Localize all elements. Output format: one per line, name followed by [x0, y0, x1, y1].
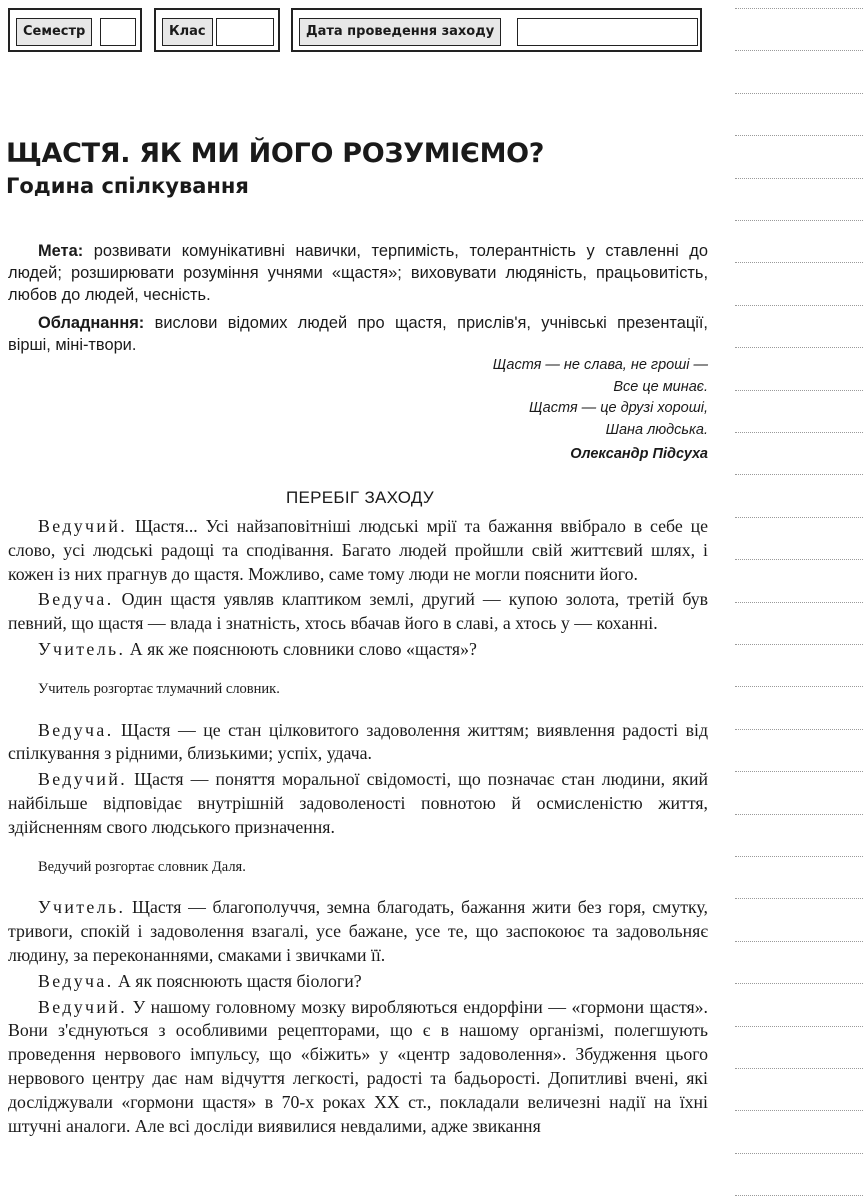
margin-line — [735, 305, 863, 306]
class-box — [154, 8, 280, 52]
dialogue-paragraph — [8, 896, 708, 967]
margin-line — [735, 347, 863, 348]
margin-line — [735, 93, 863, 94]
equipment-paragraph — [8, 312, 708, 356]
speech-text: У нашому головному мозку виробляються ендорфіни — «гормони щастя». Вони з'єднуються з особливими рецепторами, що є в нашому організмі, полегшують проведення нервового імпульсу, що «біжить» у «центр задоволення». Збудження цього нервового центру дає нам відчуття легкості, радості та бадьорості. Допитливі вчені, які досліджували «гормони щастя» в 70-х роках ХХ ст., покладали величезні надії на їхні штучні аналоги. Але всі досліди виявилися невдалими, адже звикання — [8, 996, 708, 1136]
margin-line — [735, 390, 863, 391]
dialogue-paragraph — [8, 996, 708, 1139]
goal-text: розвивати комунікативні навички, терпимість, толерантність у ставленні до людей; розширювати розуміння учнями «щастя»; виховувати людяність, працьовитість, любов до людей, чесність. — [8, 242, 708, 304]
page-subtitle: Година спілкування — [6, 174, 249, 198]
epigraph — [493, 355, 708, 466]
dialogue-paragraph — [8, 515, 708, 586]
date-box — [291, 8, 702, 52]
speaker-name: Учитель. — [38, 638, 126, 659]
dialogue-paragraph — [8, 719, 708, 767]
speaker-name: Ведуча. — [38, 970, 114, 991]
margin-line — [735, 1195, 863, 1196]
margin-line — [735, 686, 863, 687]
speech-text: Один щастя уявляв клаптиком землі, другий — купою золота, третій був певний, що щастя — влада і знатність, хтось вбачав його в славі, а хтось у — коханні. — [8, 589, 708, 634]
speaker-name: Ведуча. — [38, 589, 114, 610]
semester-box — [8, 8, 142, 52]
margin-line — [735, 644, 863, 645]
epigraph-line: Все це минає. — [613, 378, 708, 395]
speech-text: А як пояснюють щастя біологи? — [118, 970, 362, 991]
epigraph-line: Шана людська. — [605, 421, 708, 438]
margin-line — [735, 941, 863, 942]
stage-remark: Учитель розгортає тлумачний словник. — [38, 680, 280, 697]
speech-text: Щастя — це стан цілковитого задоволення життям; виявлення радості від спілкування з рідними, близькими; успіх, удача. — [8, 719, 708, 764]
epigraph-line: Щастя — це друзі хороші, — [528, 400, 708, 416]
class-label: Клас — [162, 18, 213, 46]
speech-text: Щастя... Усі найзаповітніші людські мрії та бажання ввібрало в себе це слово, усі людські радощі та сподівання. Багато людей пройшли свій життєвий шлях, і кожен із них прагнув до щастя. Можливо, саме тому люди не могли пояснити його. — [8, 516, 708, 584]
goal-paragraph — [8, 240, 708, 306]
dialogue-paragraph — [8, 970, 708, 994]
dialogue-paragraph — [8, 768, 708, 839]
date-field[interactable] — [517, 18, 698, 46]
margin-line — [735, 220, 863, 221]
page-title: ЩАСТЯ. ЯК МИ ЙОГО РОЗУМІЄМО? — [6, 138, 545, 169]
margin-line — [735, 983, 863, 984]
stage-remark: Ведучий розгортає словник Даля. — [38, 858, 246, 875]
margin-line — [735, 474, 863, 475]
semester-field[interactable] — [100, 18, 136, 46]
margin-line — [735, 178, 863, 179]
margin-line — [735, 602, 863, 603]
speaker-name: Учитель. — [38, 897, 126, 918]
equipment-text: вислови відомих людей про щастя, прислів'я, учнівські презентації, вірші, міні-твори. — [8, 314, 708, 354]
margin-line — [735, 50, 863, 51]
margin-notes-lines — [735, 0, 866, 1200]
class-field[interactable] — [216, 18, 274, 46]
speech-text: А як же пояснюють словники слово «щастя»? — [129, 638, 477, 659]
goal-label: Мета: — [38, 242, 84, 260]
margin-line — [735, 771, 863, 772]
margin-line — [735, 559, 863, 560]
margin-line — [735, 1026, 863, 1027]
margin-line — [735, 1153, 863, 1154]
margin-line — [735, 8, 863, 9]
margin-line — [735, 1068, 863, 1069]
margin-line — [735, 262, 863, 263]
speaker-name: Ведучий. — [38, 769, 128, 790]
margin-line — [735, 432, 863, 433]
semester-label: Семестр — [16, 18, 92, 46]
speaker-name: Ведучий. — [38, 996, 128, 1017]
epigraph-author: Олександр Підсуха — [570, 446, 708, 462]
speaker-name: Ведучий. — [38, 516, 128, 536]
margin-line — [735, 135, 863, 136]
epigraph-line: Щастя — не слава, не гроші — — [492, 357, 708, 373]
speech-text: Щастя — поняття моральної свідомості, що позначає стан людини, який найбільше відповідає внутрішній задоволеності повнотою й осмисленістю життя, здійсненням свого людського призначення. — [8, 769, 708, 837]
speaker-name: Ведуча. — [38, 719, 114, 740]
margin-line — [735, 856, 863, 857]
dialogue-paragraph — [8, 638, 708, 662]
intro-block — [8, 240, 708, 362]
margin-line — [735, 898, 863, 899]
margin-line — [735, 729, 863, 730]
margin-line — [735, 1110, 863, 1111]
margin-line — [735, 517, 863, 518]
dialogue-paragraph — [8, 588, 708, 636]
section-title: ПЕРЕБІГ ЗАХОДУ — [286, 488, 434, 507]
speech-text: Щастя — благополуччя, земна благодать, бажання жити без горя, смутку, тривоги, спокій і задоволення взагалі, усе бажане, усе те, що заспокоює та задовольняє людину, за переконаннями, смаками і звичками її. — [8, 897, 708, 965]
margin-line — [735, 814, 863, 815]
equipment-label: Обладнання: — [38, 314, 145, 332]
dialogue-body — [8, 515, 708, 1138]
date-label: Дата проведення заходу — [299, 18, 501, 46]
